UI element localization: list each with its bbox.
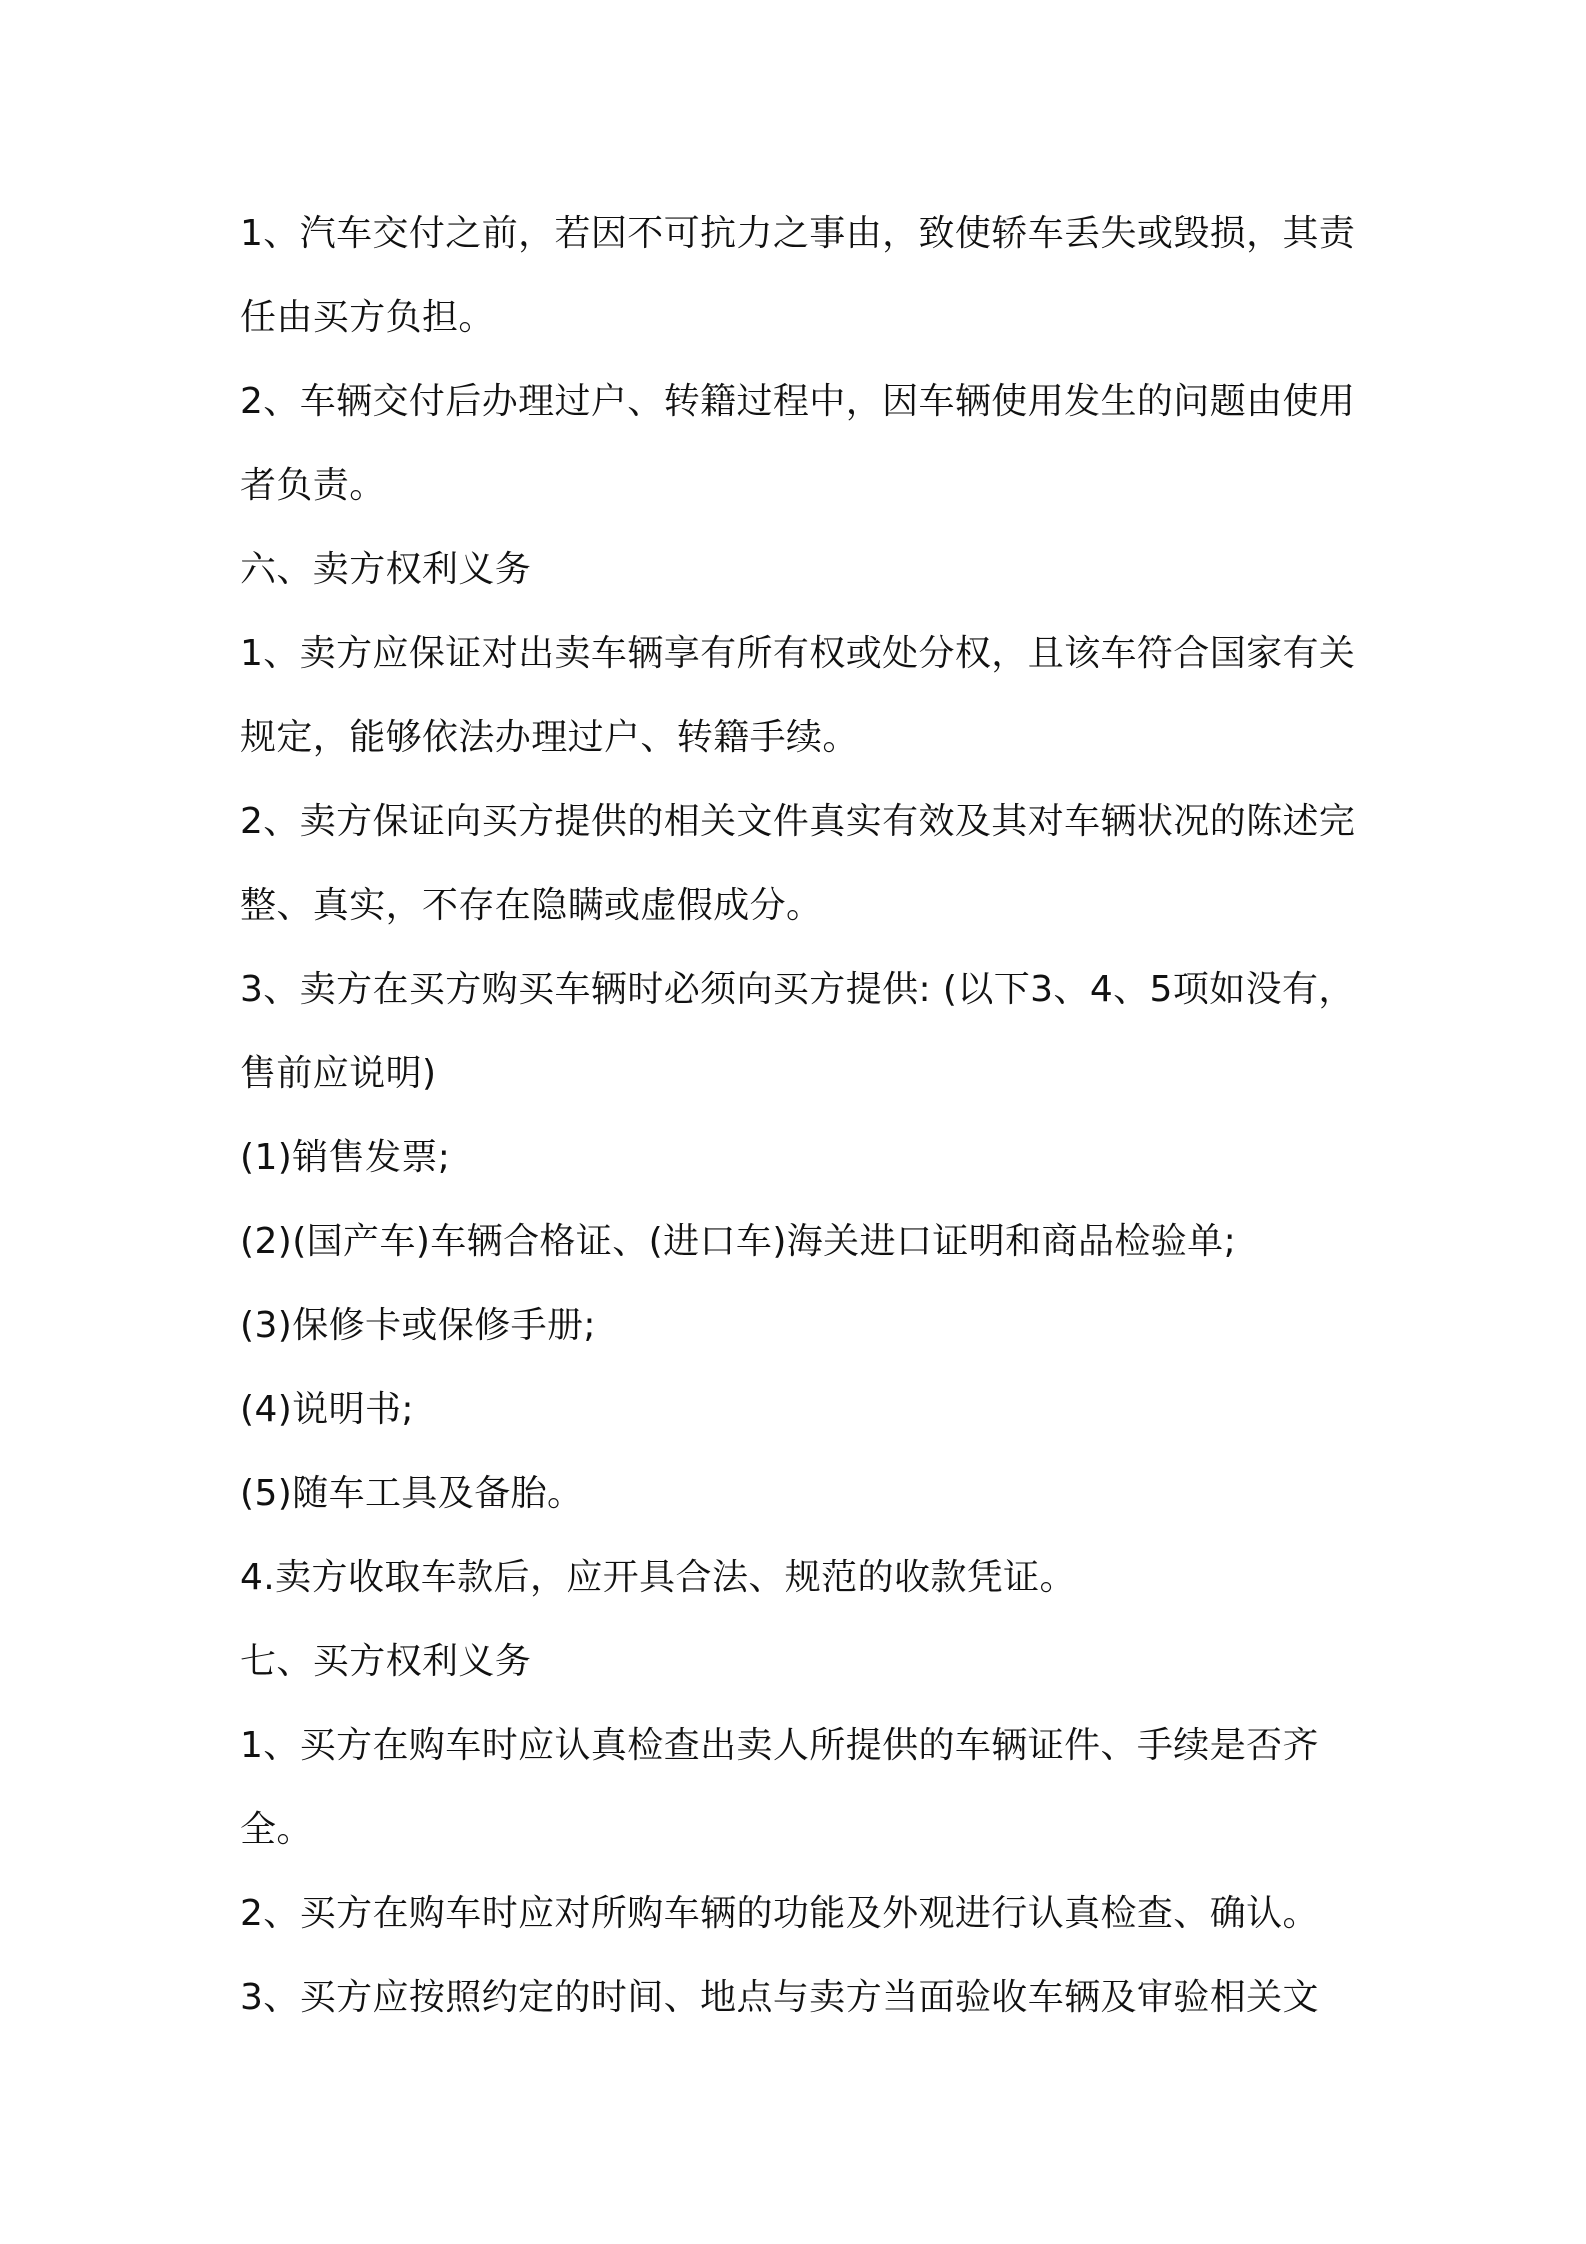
paragraph-buyer-acceptance: 3、买方应按照约定的时间、地点与卖方当面验收车辆及审验相关文: [240, 1977, 1319, 2018]
list-item-tools-spare-tire: (5)随车工具及备胎。: [240, 1473, 584, 1514]
paragraph-liability-after-delivery: 2、车辆交付后办理过户、转籍过程中，因车辆使用发生的问题由使用者负责。: [240, 381, 1356, 506]
document-body: [240, 192, 1360, 2040]
list-item-certificates: (2)(国产车)车辆合格证、(进口车)海关进口证明和商品检验单;: [240, 1221, 1237, 1262]
paragraph-buyer-check-vehicle: 2、买方在购车时应对所购车辆的功能及外观进行认真检查、确认。: [240, 1893, 1319, 1934]
paragraph-liability-before-delivery: 1、汽车交付之前，若因不可抗力之事由，致使轿车丢失或毁损，其责任由买方负担。: [240, 213, 1356, 338]
list-item-warranty: (3)保修卡或保修手册;: [240, 1305, 596, 1346]
list-item-manual: (4)说明书;: [240, 1389, 414, 1430]
list-item-sales-invoice: (1)销售发票;: [240, 1137, 451, 1178]
paragraph-buyer-check-documents: 1、买方在购车时应认真检查出卖人所提供的车辆证件、手续是否齐全。: [240, 1725, 1319, 1850]
section-heading-seller-rights: 六、卖方权利义务: [240, 549, 532, 590]
paragraph-seller-ownership: 1、卖方应保证对出卖车辆享有所有权或处分权，且该车符合国家有关规定，能够依法办理过户、转籍手续。: [240, 633, 1356, 758]
paragraph-seller-documents-true: 2、卖方保证向买方提供的相关文件真实有效及其对车辆状况的陈述完整、真实，不存在隐瞒或虚假成分。: [240, 801, 1356, 926]
paragraph-payment-receipt: 4.卖方收取车款后，应开具合法、规范的收款凭证。: [240, 1557, 1076, 1598]
paragraph-seller-must-provide: 3、卖方在买方购买车辆时必须向买方提供: (以下3、4、5项如没有，售前应说明): [240, 969, 1355, 1094]
section-heading-buyer-rights: 七、买方权利义务: [240, 1641, 532, 1682]
